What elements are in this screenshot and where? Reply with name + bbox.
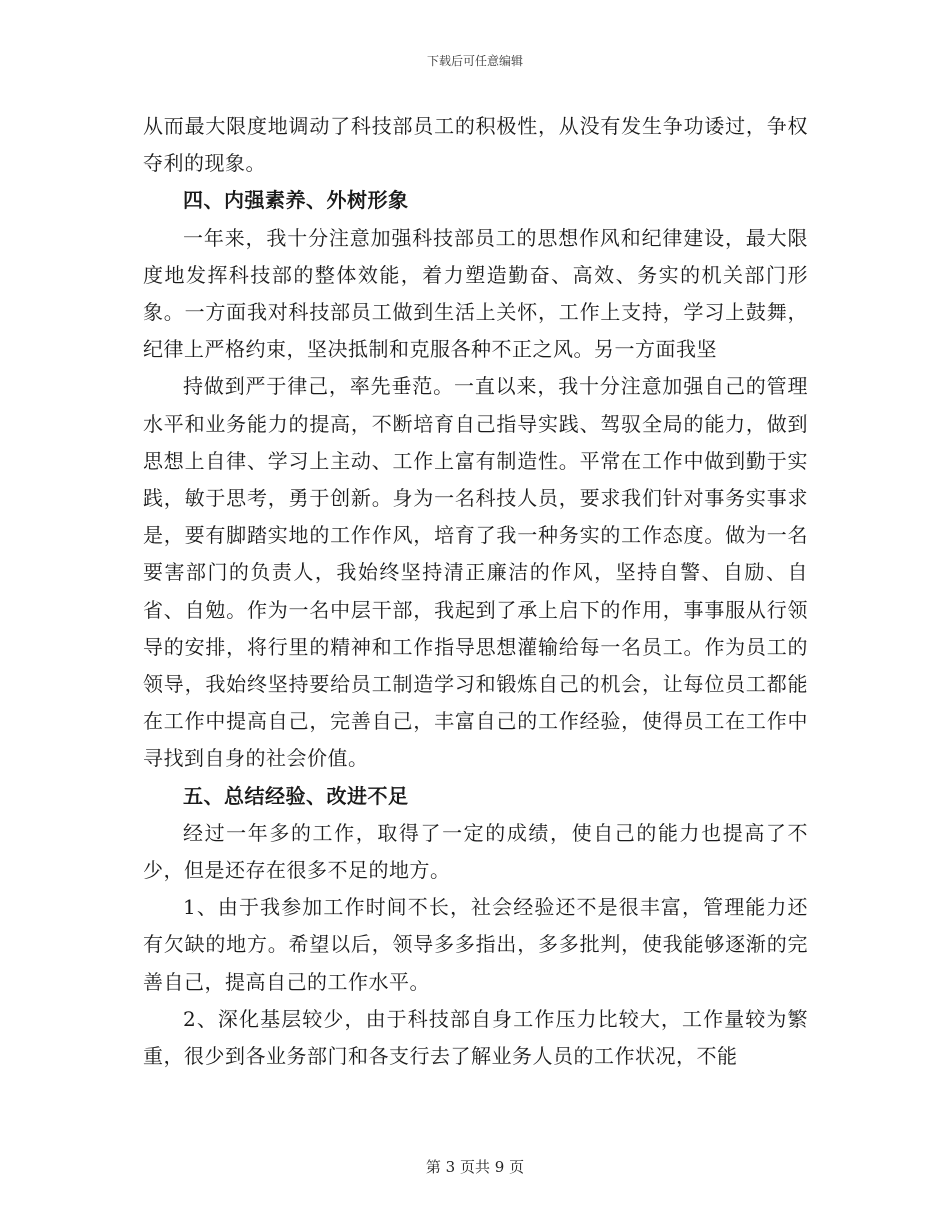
paragraph: 持做到严于律己，率先垂范。一直以来，我十分注意加强自己的管理水平和业务能力的提高，不断培育自己指导实践、驾驭全局的能力，做到思想上自律、学习上主动、工作上富有制造性。平常在工作中做到勤于实践，敏于思考，勇于创新。身为一名科技人员，要求我们针对事务实事求是，要有脚踏实地的工作作风，培育了我一种务实的工作态度。做为一名要害部门的负责人，我始终坚持清正廉洁的作风，坚持自警、自励、自省、自勉。作为一名中层干部，我起到了承上启下的作用，事事服从行领导的安排，将行里的精神和工作指导思想灌输给每一名员工。作为员工的领导，我始终坚持要给员工制造学习和锻炼自己的机会，让每位员工都能在工作中提高自己，完善自己，丰富自己的工作经验，使得员工在工作中寻找到自身的社会价值。 bbox=[143, 374, 808, 771]
paragraph: 经过一年多的工作，取得了一定的成绩，使自己的能力也提高了不少，但是还存在很多不足的地方。 bbox=[143, 820, 808, 883]
paragraph: 1、由于我参加工作时间不长，社会经验还不是很丰富，管理能力还有欠缺的地方。希望以后，领导多多指出，多多批判，使我能够逐渐的完善自己，提高自己的工作水平。 bbox=[143, 895, 808, 994]
paragraph: 2、深化基层较少，由于科技部自身工作压力比较大，工作量较为繁重，很少到各业务部门和各支行去了解业务人员的工作状况，不能 bbox=[143, 1006, 808, 1069]
section-heading: 五、总结经验、改进不足 bbox=[183, 783, 409, 808]
section-heading: 四、内强素养、外树形象 bbox=[183, 188, 409, 213]
document-body bbox=[143, 108, 808, 1075]
page-header: 下载后可任意编辑 bbox=[426, 54, 523, 68]
page-footer: 第 3 页共 9 页 bbox=[425, 1158, 525, 1176]
paragraph: 从而最大限度地调动了科技部员工的积极性，从没有发生争功诿过，争权夺利的现象。 bbox=[143, 114, 808, 176]
paragraph: 一年来，我十分注意加强科技部员工的思想作风和纪律建设，最大限度地发挥科技部的整体效能，着力塑造勤奋、高效、务实的机关部门形象。一方面我对科技部员工做到生活上关怀，工作上支持，学习上鼓舞，纪律上严格约束，坚决抵制和克服各种不正之风。另一方面我坚 bbox=[143, 225, 808, 362]
